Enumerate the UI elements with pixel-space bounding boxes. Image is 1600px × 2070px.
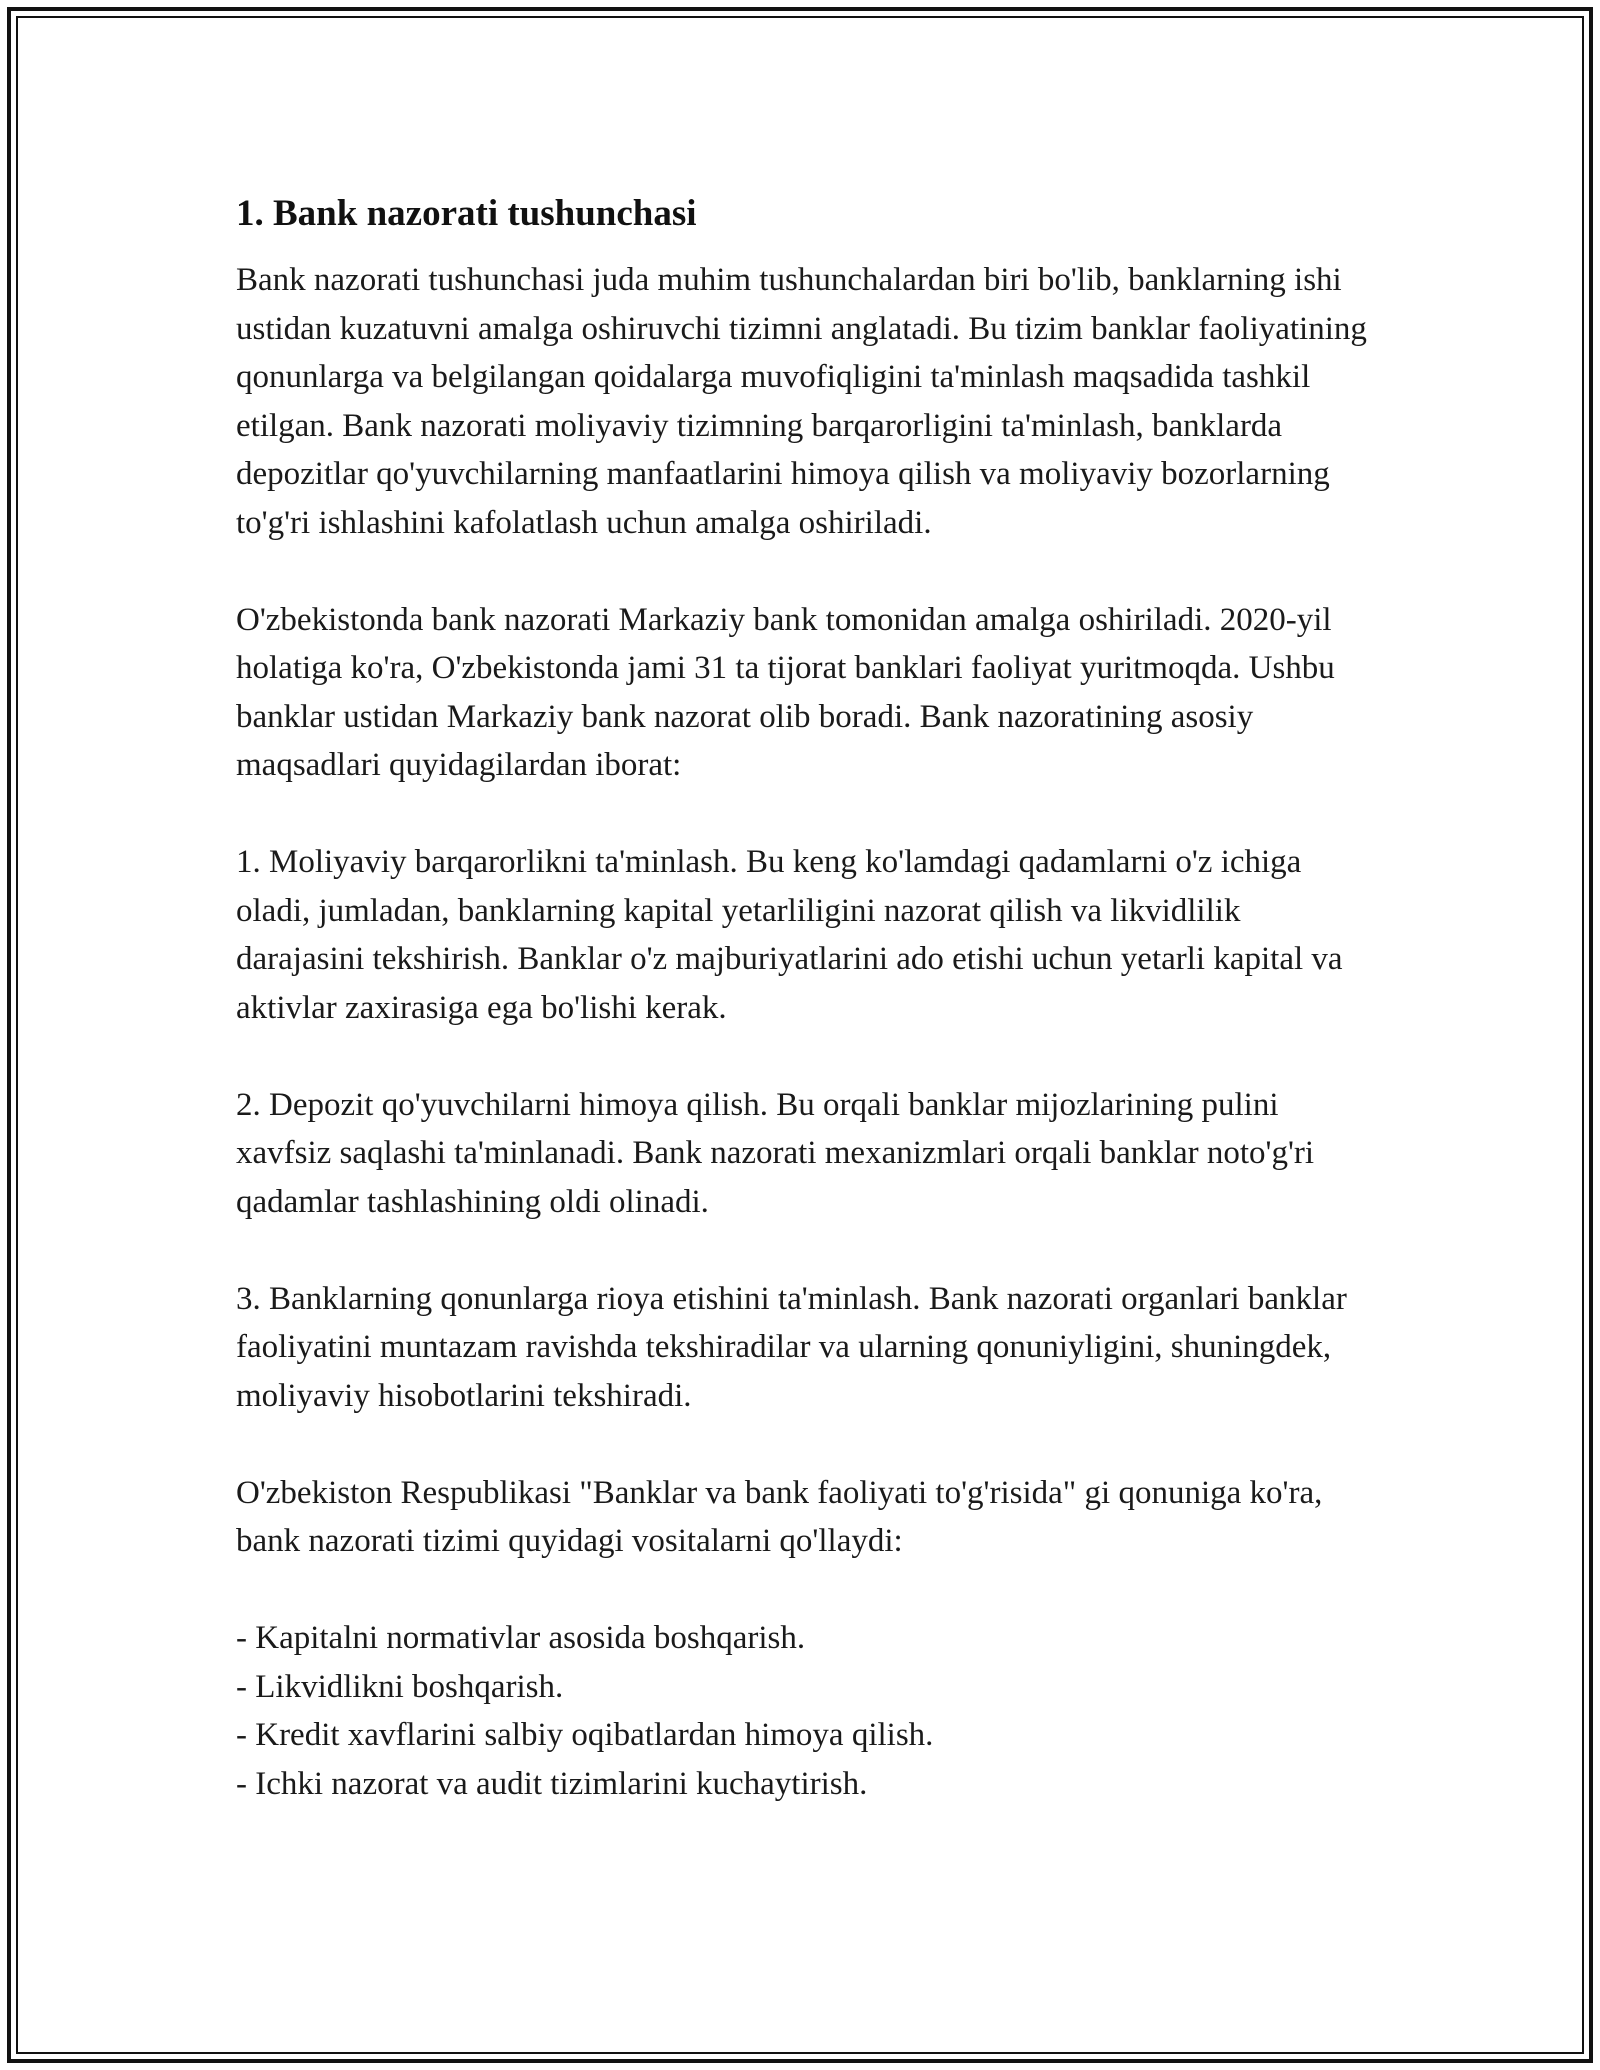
- paragraph-goal-2: 2. Depozit qo'yuvchilarni himoya qilish. Bu orqali banklar mijozlarining pulini xavfsiz saqlashi ta'minlanadi. Bank nazorati mexanizmlari orqali banklar noto'g'ri qadamlar tashlashining oldi olinadi.: [236, 1086, 1315, 1220]
- list-item: - Likvidlikni boshqarish.: [236, 1668, 564, 1705]
- tools-list: [236, 1614, 1376, 1808]
- list-item: - Kredit xavflarini salbiy oqibatlardan himoya qilish.: [236, 1717, 934, 1753]
- document-body: [236, 186, 1376, 1808]
- paragraph-law-tools: O'zbekiston Respublikasi "Banklar va bank faoliyati to'g'risida" gi qonuniga ko'ra, bank nazorati tizimi quyidagi vositalarni qo'llaydi:: [236, 1474, 1323, 1559]
- list-item: - Ichki nazorat va audit tizimlarini kuchaytirish.: [236, 1765, 868, 1802]
- paragraph-definition: Bank nazorati tushunchasi juda muhim tushunchalardan biri bo'lib, banklarning ishi ustidan kuzatuvni amalga oshiruvchi tizimni anglatadi. Bu tizim banklar faoliyatining qonunlarga va belgilangan qoidalarga muvofiqligini ta'minlash maqsadida tashkil etilgan. Bank nazorati moliyaviy tizimning barqarorligini ta'minlash, banklarda depozitlar qo'yuvchilarning manfaatlarini himoya qilish va moliyaviy bozorlarning to'g'ri ishlashini kafolatlash uchun amalga oshiriladi.: [236, 262, 1367, 541]
- paragraph-goal-1: 1. Moliyaviy barqarorlikni ta'minlash. Bu keng ko'lamdagi qadamlarni o'z ichiga oladi, jumladan, banklarning kapital yetarliligini nazorat qilish va likvidlilik darajasini tekshirish. Banklar o'z majburiyatlarini ado etishi uchun yetarli kapital va aktivlar zaxirasiga ega bo'lishi kerak.: [236, 844, 1343, 1026]
- list-item: - Kapitalni normativlar asosida boshqarish.: [236, 1620, 806, 1656]
- paragraph-central-bank: O'zbekistonda bank nazorati Markaziy bank tomonidan amalga oshiriladi. 2020-yil holatiga ko'ra, O'zbekistonda jami 31 ta tijorat banklari faoliyat yuritmoqda. Ushbu banklar ustidan Markaziy bank nazorat olib boradi. Bank nazoratining asosiy maqsadlari quyidagilardan iborat:: [236, 601, 1335, 783]
- section-heading: 1. Bank nazorati tushunchasi: [236, 193, 697, 234]
- paragraph-goal-3: 3. Banklarning qonunlarga rioya etishini ta'minlash. Bank nazorati organlari banklar faoliyatini muntazam ravishda tekshiradilar va ularning qonuniyligini, shuningdek, moliyaviy hisobotlarini tekshiradi.: [236, 1280, 1347, 1414]
